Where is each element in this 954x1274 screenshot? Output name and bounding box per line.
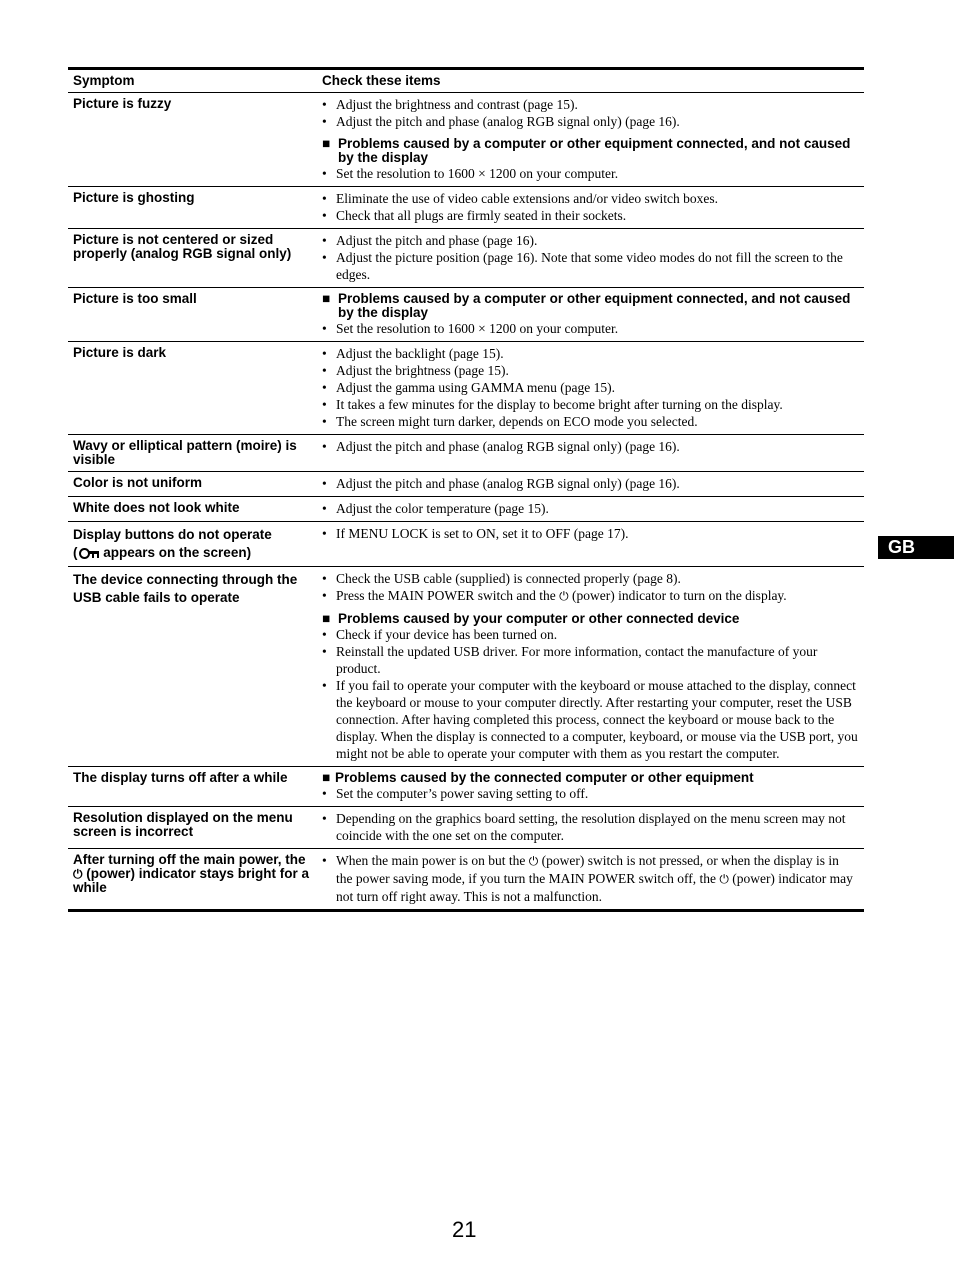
item: • Depending on the graphics board setting, the resolution displayed on the menu screen may not coincide with the one set on the computer. <box>322 810 858 844</box>
item: • Check if your device has been turned on. <box>322 626 858 643</box>
item: • Adjust the picture position (page 16). Note that some video modes do not fill the screen to the edges. <box>322 249 858 283</box>
symptom: The device connecting through the USB cable fails to operate <box>73 572 298 605</box>
symptom: The display turns off after a while <box>73 770 288 785</box>
language-tab-gb: GB <box>878 536 954 559</box>
item: • Press the MAIN POWER switch and the ⏻ (power) indicator to turn on the display. <box>322 587 858 605</box>
square-icon: ■ <box>322 770 331 785</box>
item: • Eliminate the use of video cable extensions and/or video switch boxes. <box>322 190 858 207</box>
square-icon: ■ <box>322 291 331 306</box>
power-icon: ⏻ <box>73 867 83 881</box>
power-icon: ⏻ <box>719 872 729 886</box>
item: • The screen might turn darker, depends on ECO mode you selected. <box>322 413 858 430</box>
header-symptom: Symptom <box>73 73 135 88</box>
item: • Check the USB cable (supplied) is connected properly (page 8). <box>322 570 858 587</box>
item: • It takes a few minutes for the display to become bright after turning on the display. <box>322 396 858 413</box>
item: • Reinstall the updated USB driver. For more information, contact the manufacture of your product. <box>322 643 858 677</box>
symptom: Color is not uniform <box>73 475 202 490</box>
item: • When the main power is on but the ⏻ (power) switch is not pressed, or when the display is in the power saving mode, if you turn the MAIN POWER switch off, the ⏻ (power) indicator may not turn off right away. This is not a malfunction. <box>322 852 858 905</box>
item: • If you fail to operate your computer with the keyboard or mouse attached to the display, connect the keyboard or mouse to your computer directly. After restarting your computer, reset the USB connection. After having completed this process, connect the keyboard or mouse back to the display. When the display is connected to a computer, keyboard, or mouse via the USB port, you might not be able to operate your computer with them as you restart the computer. <box>322 677 858 762</box>
table-row <box>68 567 864 767</box>
key-icon <box>78 548 100 558</box>
symptom: Picture is fuzzy <box>73 96 172 111</box>
table-row <box>68 849 864 909</box>
symptom: Picture is ghosting <box>73 190 195 205</box>
symptom: Picture is not centered or sized properly (analog RGB signal only) <box>73 232 292 261</box>
table-row <box>68 93 864 187</box>
table-row <box>68 288 864 342</box>
symptom: White does not look white <box>73 500 240 515</box>
power-icon: ⏻ <box>528 854 539 868</box>
header-check: Check these items <box>322 73 441 88</box>
page-number: 21 <box>452 1217 477 1242</box>
symptom: Display buttons do not operate ( appears on the screen) <box>73 527 272 560</box>
table-row <box>68 767 864 807</box>
table-row <box>68 229 864 288</box>
item: • Adjust the pitch and phase (analog RGB signal only) (page 16). <box>322 475 858 492</box>
item: • Set the computer’s power saving setting to off. <box>322 785 858 802</box>
item: • Adjust the pitch and phase (page 16). <box>322 232 858 249</box>
table-row <box>68 807 864 849</box>
table-row <box>68 472 864 497</box>
sub-heading: ■ Problems caused by your computer or other connected device <box>322 611 740 626</box>
power-icon: ⏻ <box>559 589 569 603</box>
item: • Adjust the backlight (page 15). <box>322 345 858 362</box>
symptom: After turning off the main power, the ⏻ (power) indicator stays bright for a while <box>73 852 310 895</box>
item: • Set the resolution to 1600 × 1200 on your computer. <box>322 165 858 182</box>
sub-heading: ■ Problems caused by the connected computer or other equipment <box>322 770 754 785</box>
table-header <box>68 70 864 93</box>
item: • Adjust the brightness (page 15). <box>322 362 858 379</box>
symptom: Picture is dark <box>73 345 167 360</box>
table-row <box>68 522 864 567</box>
item: • Adjust the brightness and contrast (page 15). <box>322 96 858 113</box>
item: • Check that all plugs are firmly seated in their sockets. <box>322 207 858 224</box>
table-row <box>68 497 864 522</box>
symptom: Wavy or elliptical pattern (moire) is visible <box>73 438 297 467</box>
item: • Set the resolution to 1600 × 1200 on your computer. <box>322 320 858 337</box>
item: • Adjust the color temperature (page 15). <box>322 500 858 517</box>
item: • Adjust the pitch and phase (analog RGB signal only) (page 16). <box>322 438 858 455</box>
troubleshooting-table <box>68 67 864 912</box>
square-icon: ■ <box>322 136 331 151</box>
symptom: Resolution displayed on the menu screen is incorrect <box>73 810 293 839</box>
item: • If MENU LOCK is set to ON, set it to OFF (page 17). <box>322 525 858 542</box>
table-row <box>68 435 864 472</box>
symptom: Picture is too small <box>73 291 197 306</box>
sub-heading: ■ Problems caused by a computer or other equipment connected, and not caused by the display <box>322 291 851 320</box>
table-row <box>68 187 864 229</box>
item: • Adjust the pitch and phase (analog RGB signal only) (page 16). <box>322 113 858 130</box>
table-row <box>68 342 864 435</box>
sub-heading: ■ Problems caused by a computer or other equipment connected, and not caused by the display <box>322 136 851 165</box>
square-icon: ■ <box>322 611 331 626</box>
item: • Adjust the gamma using GAMMA menu (page 15). <box>322 379 858 396</box>
